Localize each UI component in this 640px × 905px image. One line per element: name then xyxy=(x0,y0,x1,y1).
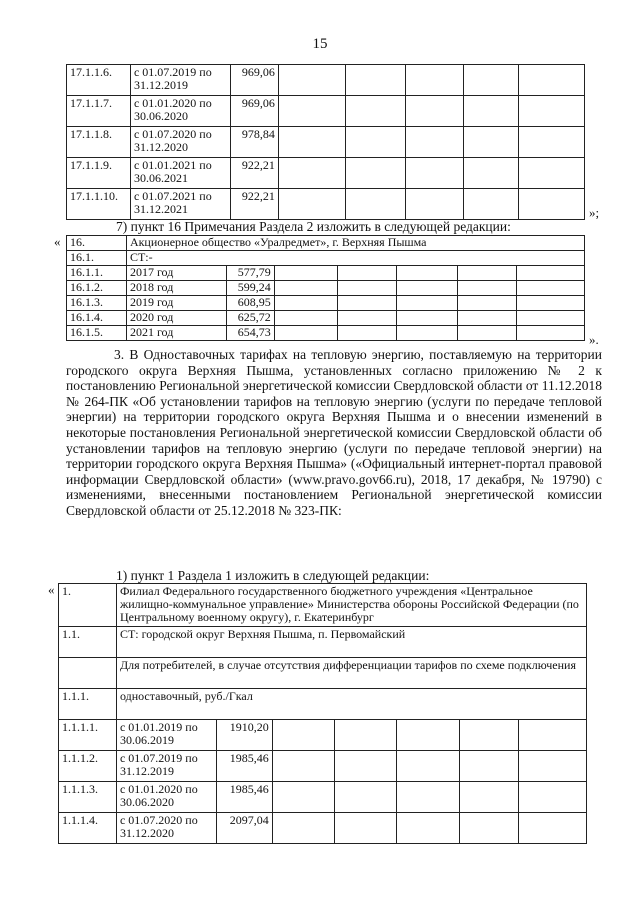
cell-empty xyxy=(519,813,587,844)
cell-empty xyxy=(406,158,464,189)
cell-value: 608,95 xyxy=(226,296,274,311)
cell-empty xyxy=(272,751,334,782)
cell-code: 16. xyxy=(67,236,127,251)
cell-empty xyxy=(519,720,587,751)
table-row xyxy=(59,720,587,751)
item-7-text: 7) пункт 16 Примечания Раздела 2 изложить в следующей редакции: xyxy=(116,219,511,234)
table-row xyxy=(67,281,585,296)
cell-empty xyxy=(517,326,585,341)
cell-empty xyxy=(460,813,519,844)
table-row xyxy=(67,326,585,341)
cell-value: 599,24 xyxy=(226,281,274,296)
cell-empty xyxy=(464,65,519,96)
cell-value: 1910,20 xyxy=(216,720,272,751)
cell-empty xyxy=(274,281,337,296)
cell-empty xyxy=(519,189,585,220)
cell-empty xyxy=(272,782,334,813)
cell-empty xyxy=(337,281,397,296)
cell-code: 1. xyxy=(59,584,117,627)
table-row xyxy=(59,658,587,689)
cell-empty xyxy=(345,96,406,127)
item-1-text: 1) пункт 1 Раздела 1 изложить в следующей редакции: xyxy=(116,568,430,583)
cell-empty xyxy=(345,127,406,158)
cell-empty xyxy=(334,751,397,782)
cell-empty xyxy=(397,720,460,751)
cell-period: с 01.01.2021 по 30.06.2021 xyxy=(130,158,230,189)
closing-quote: »; xyxy=(589,205,600,220)
cell-code: 16.1.3. xyxy=(67,296,127,311)
cell-code: 16.1.1. xyxy=(67,266,127,281)
table-row xyxy=(67,236,585,251)
cell-empty xyxy=(517,281,585,296)
cell-empty xyxy=(337,266,397,281)
cell-code: 1.1.1.1. xyxy=(59,720,117,751)
cell-empty xyxy=(337,296,397,311)
cell-period: с 01.07.2021 по 31.12.2021 xyxy=(130,189,230,220)
cell-st: СТ:- xyxy=(126,251,584,266)
cell-empty xyxy=(406,127,464,158)
cell-code: 17.1.1.7. xyxy=(67,96,131,127)
cell-empty xyxy=(397,782,460,813)
cell-empty xyxy=(272,720,334,751)
cell-empty xyxy=(334,813,397,844)
cell-empty xyxy=(397,813,460,844)
table-row xyxy=(67,158,585,189)
cell-code: 17.1.1.6. xyxy=(67,65,131,96)
cell-empty xyxy=(458,281,517,296)
closing-quote: ». xyxy=(589,332,599,347)
cell-empty xyxy=(460,720,519,751)
cell-empty xyxy=(517,296,585,311)
cell-value: 2097,04 xyxy=(216,813,272,844)
cell-empty xyxy=(519,782,587,813)
table-row xyxy=(67,266,585,281)
cell-empty xyxy=(406,96,464,127)
cell-empty xyxy=(458,296,517,311)
cell-value: 1985,46 xyxy=(216,782,272,813)
cell-year: 2019 год xyxy=(126,296,226,311)
page-number: 15 xyxy=(312,36,328,52)
table-row xyxy=(67,189,585,220)
cell-code xyxy=(59,658,117,689)
cell-empty xyxy=(460,782,519,813)
table-row xyxy=(67,296,585,311)
cell-year: 2020 год xyxy=(126,311,226,326)
cell-empty xyxy=(519,127,585,158)
tariff-table-16 xyxy=(66,235,585,341)
cell-empty xyxy=(464,96,519,127)
table-row xyxy=(59,689,587,720)
cell-code: 17.1.1.9. xyxy=(67,158,131,189)
cell-empty xyxy=(460,751,519,782)
table-row xyxy=(59,584,587,627)
tariff-table-1 xyxy=(58,583,587,844)
cell-period: с 01.07.2020 по 31.12.2020 xyxy=(116,813,216,844)
cell-value: 922,21 xyxy=(230,189,278,220)
cell-empty xyxy=(397,296,458,311)
table-row xyxy=(67,96,585,127)
cell-empty xyxy=(458,311,517,326)
cell-empty xyxy=(274,296,337,311)
cell-empty xyxy=(334,720,397,751)
cell-empty xyxy=(278,127,345,158)
cell-value: 978,84 xyxy=(230,127,278,158)
tariff-table-17 xyxy=(66,64,585,220)
cell-empty xyxy=(397,266,458,281)
cell-code: 1.1. xyxy=(59,627,117,658)
cell-period: с 01.07.2020 по 31.12.2020 xyxy=(130,127,230,158)
cell-empty xyxy=(278,96,345,127)
paragraph-3: 3. В Одноставочных тарифах на тепловую энергию, поставляемую на территории городского округа Верхняя Пышма, установленных согласно приложению № 2 к постановлению Региональной энергетической комиссии Свердловской области от 11.12.2018 № 264-ПК «Об установлении тарифов на тепловую энергию (услуги по передаче тепловой энергии) на территории городского округа Верхняя Пышма и о внесении изменений в некоторые постановления Региональной энергетической комиссии Свердловской области об установлении тарифов на тепловую энергию (услуги по передаче тепловой энергии) на территории городского округа Верхняя Пышма» («Официальный интернет-портал правовой информации Свердловской области» (www.pravo.gov66.ru), 2018, 17 декабря, № 19790) с изменениями, внесенными постановлением Региональной энергетической комиссии Свердловской области от 25.12.2018 № 323-ПК: xyxy=(66,347,602,518)
cell-empty xyxy=(334,782,397,813)
cell-value: 625,72 xyxy=(226,311,274,326)
cell-year: 2018 год xyxy=(126,281,226,296)
cell-empty xyxy=(272,813,334,844)
opening-quote: « xyxy=(54,234,61,249)
cell-consumers: Для потребителей, в случае отсутствия дифференциации тарифов по схеме подключения xyxy=(116,658,586,689)
cell-empty xyxy=(464,127,519,158)
cell-empty xyxy=(458,266,517,281)
cell-empty xyxy=(337,311,397,326)
cell-empty xyxy=(397,281,458,296)
cell-empty xyxy=(274,326,337,341)
cell-empty xyxy=(519,751,587,782)
cell-value: 969,06 xyxy=(230,65,278,96)
cell-empty xyxy=(274,266,337,281)
cell-period: с 01.01.2020 по 30.06.2020 xyxy=(130,96,230,127)
cell-empty xyxy=(406,65,464,96)
table-row xyxy=(59,782,587,813)
table-row xyxy=(59,751,587,782)
table-row xyxy=(59,813,587,844)
cell-empty xyxy=(345,189,406,220)
cell-empty xyxy=(406,189,464,220)
opening-quote: « xyxy=(48,582,55,597)
cell-value: 969,06 xyxy=(230,96,278,127)
cell-empty xyxy=(458,326,517,341)
cell-org-name: Филиал Федерального государственного бюджетного учреждения «Центральное жилищно-коммунальное управление» Министерства обороны Российской Федерации (по Центральному военному округу), г. Екатеринбург xyxy=(116,584,586,627)
cell-period: с 01.01.2019 по 30.06.2019 xyxy=(116,720,216,751)
cell-code: 16.1.4. xyxy=(67,311,127,326)
cell-empty xyxy=(519,96,585,127)
cell-year: 2021 год xyxy=(126,326,226,341)
cell-empty xyxy=(397,311,458,326)
cell-empty xyxy=(519,158,585,189)
cell-empty xyxy=(337,326,397,341)
cell-code: 17.1.1.10. xyxy=(67,189,131,220)
cell-empty xyxy=(464,158,519,189)
cell-org-name: Акционерное общество «Уралредмет», г. Верхняя Пышма xyxy=(126,236,584,251)
cell-period: с 01.07.2019 по 31.12.2019 xyxy=(130,65,230,96)
cell-value: 577,79 xyxy=(226,266,274,281)
cell-empty xyxy=(517,311,585,326)
cell-empty xyxy=(397,751,460,782)
cell-code: 17.1.1.8. xyxy=(67,127,131,158)
table-row xyxy=(67,251,585,266)
cell-empty xyxy=(278,158,345,189)
cell-empty xyxy=(464,189,519,220)
cell-empty xyxy=(345,65,406,96)
cell-code: 1.1.1. xyxy=(59,689,117,720)
cell-code: 16.1.2. xyxy=(67,281,127,296)
table-row xyxy=(67,127,585,158)
cell-tariff-type: одноставочный, руб./Гкал xyxy=(116,689,586,720)
cell-st: СТ: городской округ Верхняя Пышма, п. Первомайский xyxy=(116,627,586,658)
cell-code: 16.1.5. xyxy=(67,326,127,341)
cell-empty xyxy=(517,266,585,281)
cell-empty xyxy=(397,326,458,341)
cell-empty xyxy=(278,65,345,96)
cell-code: 16.1. xyxy=(67,251,127,266)
cell-empty xyxy=(274,311,337,326)
cell-value: 654,73 xyxy=(226,326,274,341)
cell-code: 1.1.1.4. xyxy=(59,813,117,844)
table-row xyxy=(67,65,585,96)
cell-value: 1985,46 xyxy=(216,751,272,782)
cell-empty xyxy=(345,158,406,189)
table-row xyxy=(67,311,585,326)
table-row xyxy=(59,627,587,658)
cell-empty xyxy=(519,65,585,96)
cell-period: с 01.01.2020 по 30.06.2020 xyxy=(116,782,216,813)
cell-empty xyxy=(278,189,345,220)
cell-code: 1.1.1.3. xyxy=(59,782,117,813)
cell-year: 2017 год xyxy=(126,266,226,281)
cell-period: с 01.07.2019 по 31.12.2019 xyxy=(116,751,216,782)
cell-value: 922,21 xyxy=(230,158,278,189)
cell-code: 1.1.1.2. xyxy=(59,751,117,782)
